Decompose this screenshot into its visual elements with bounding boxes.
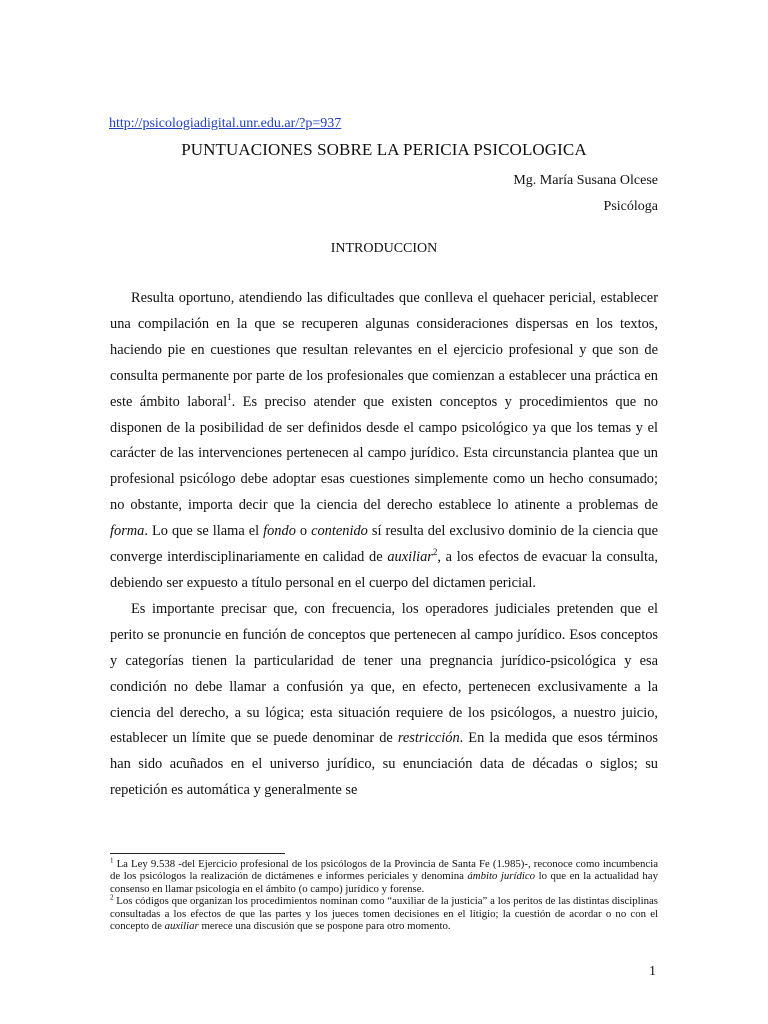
page-number: 1 xyxy=(649,964,656,979)
author-name: Mg. María Susana Olcese xyxy=(513,173,658,188)
p1-text-1: Resulta oportuno, atendiendo las dificultades que conlleva el quehacer pericial, establecer una compilación en la que se recuperen algunas consideraciones dispersas en los textos, haciendo pie en cuestiones que resultan relevantes en el ejercicio profesional y que son de consulta permanente por parte de los profesionales que comienzan a establecer una práctica en este ámbito laboral xyxy=(110,290,658,410)
footnote-2-text-a: Los códigos que organizan los procedimientos nominan como “auxiliar de la justicia” a los peritos de las distintas disciplinas consultadas a los efectos de que las partes y los jueces tomen decisiones en el litigio; la cuestión de acordar o no con el concepto de xyxy=(110,895,658,933)
body-text xyxy=(110,286,658,804)
author-block xyxy=(513,168,658,220)
paragraph-1 xyxy=(110,286,658,597)
footnote-2-em: auxiliar xyxy=(164,920,199,933)
section-heading: INTRODUCCION xyxy=(330,241,438,256)
footnote-2-number: 2 xyxy=(110,893,114,902)
footnote-2-text-b: merece una discusión que se pospone para otro momento. xyxy=(198,920,451,933)
footnote-1-em: ámbito jurídico xyxy=(467,870,536,883)
paragraph-2 xyxy=(110,597,658,804)
footnote-ref-1[interactable]: 1 xyxy=(227,391,232,402)
p1-text-3: . Lo que se llama el xyxy=(144,523,264,540)
source-url-link[interactable]: http://psicologiadigital.unr.edu.ar/?p=937 xyxy=(109,116,342,131)
document-title: PUNTUACIONES SOBRE LA PERICIA PSICOLOGICA xyxy=(181,140,587,159)
p1-em-contenido: contenido xyxy=(311,523,368,540)
p1-text-2: . Es preciso atender que existen conceptos y procedimientos que no disponen de la posibilidad de ser definidos desde el campo psicológico ya que los temas y el carácter de las intervenciones pertenecen al campo jurídico. Esta circunstancia plantea que un profesional psicólogo debe adoptar esas cuestiones simplemente como un hecho consumado; no obstante, importa decir que la ciencia del derecho establece lo atinente a problemas de xyxy=(110,393,658,514)
p1-text-5: sí resulta del exclusivo dominio de la ciencia que converge interdisciplinariamente en calidad de xyxy=(110,523,659,566)
p1-em-forma: forma xyxy=(110,523,145,540)
footnote-1-text-a: La Ley 9.538 -del Ejercicio profesional de los psicólogos de la Provincia de Santa Fe (1.985)-, reconoce como incumbencia de los psicólogos la realización de dictámenes e informes periciales y denomina xyxy=(110,858,658,883)
p1-text-4: o xyxy=(295,523,312,540)
p2-em-restriccion: restricción xyxy=(397,730,460,747)
p1-text-6: , a los efectos de evacuar la consulta, debiendo ser expuesto a título personal en el cuerpo del dictamen pericial. xyxy=(110,549,659,591)
footnote-1-number: 1 xyxy=(110,856,114,865)
author-role: Psicóloga xyxy=(603,199,658,214)
p2-text-2: . En la medida que esos términos han sido acuñados en el universo jurídico, su enunciación data de décadas o siglos; su repetición es automática y generalmente se xyxy=(110,730,658,799)
footnote-ref-2[interactable]: 2 xyxy=(432,547,438,558)
footnote-1-text-b: lo que en la actualidad hay consenso en llamar psicología en el ámbito (o campo) jurídico y forense. xyxy=(110,870,658,895)
p2-text-1: Es importante precisar que, con frecuencia, los operadores judiciales pretenden que el perito se pronuncie en función de conceptos que pertenecen al campo jurídico. Esos conceptos y categorías tienen la particularidad de tener una pregnancia jurídico-psicológica y esa condición no debe llamar a confusión ya que, en efecto, pertenecen exclusivamente a la ciencia del derecho, a su lógica; esta situación requiere de los psicólogos, a nuestro juicio, establecer un límite que se puede denominar de xyxy=(110,600,658,747)
footnote-1 xyxy=(110,858,658,895)
footnote-2 xyxy=(110,895,658,932)
footnotes xyxy=(110,858,658,932)
p1-em-fondo: fondo xyxy=(263,523,296,540)
footnote-separator xyxy=(110,853,285,854)
p1-em-auxiliar: auxiliar xyxy=(387,549,433,566)
